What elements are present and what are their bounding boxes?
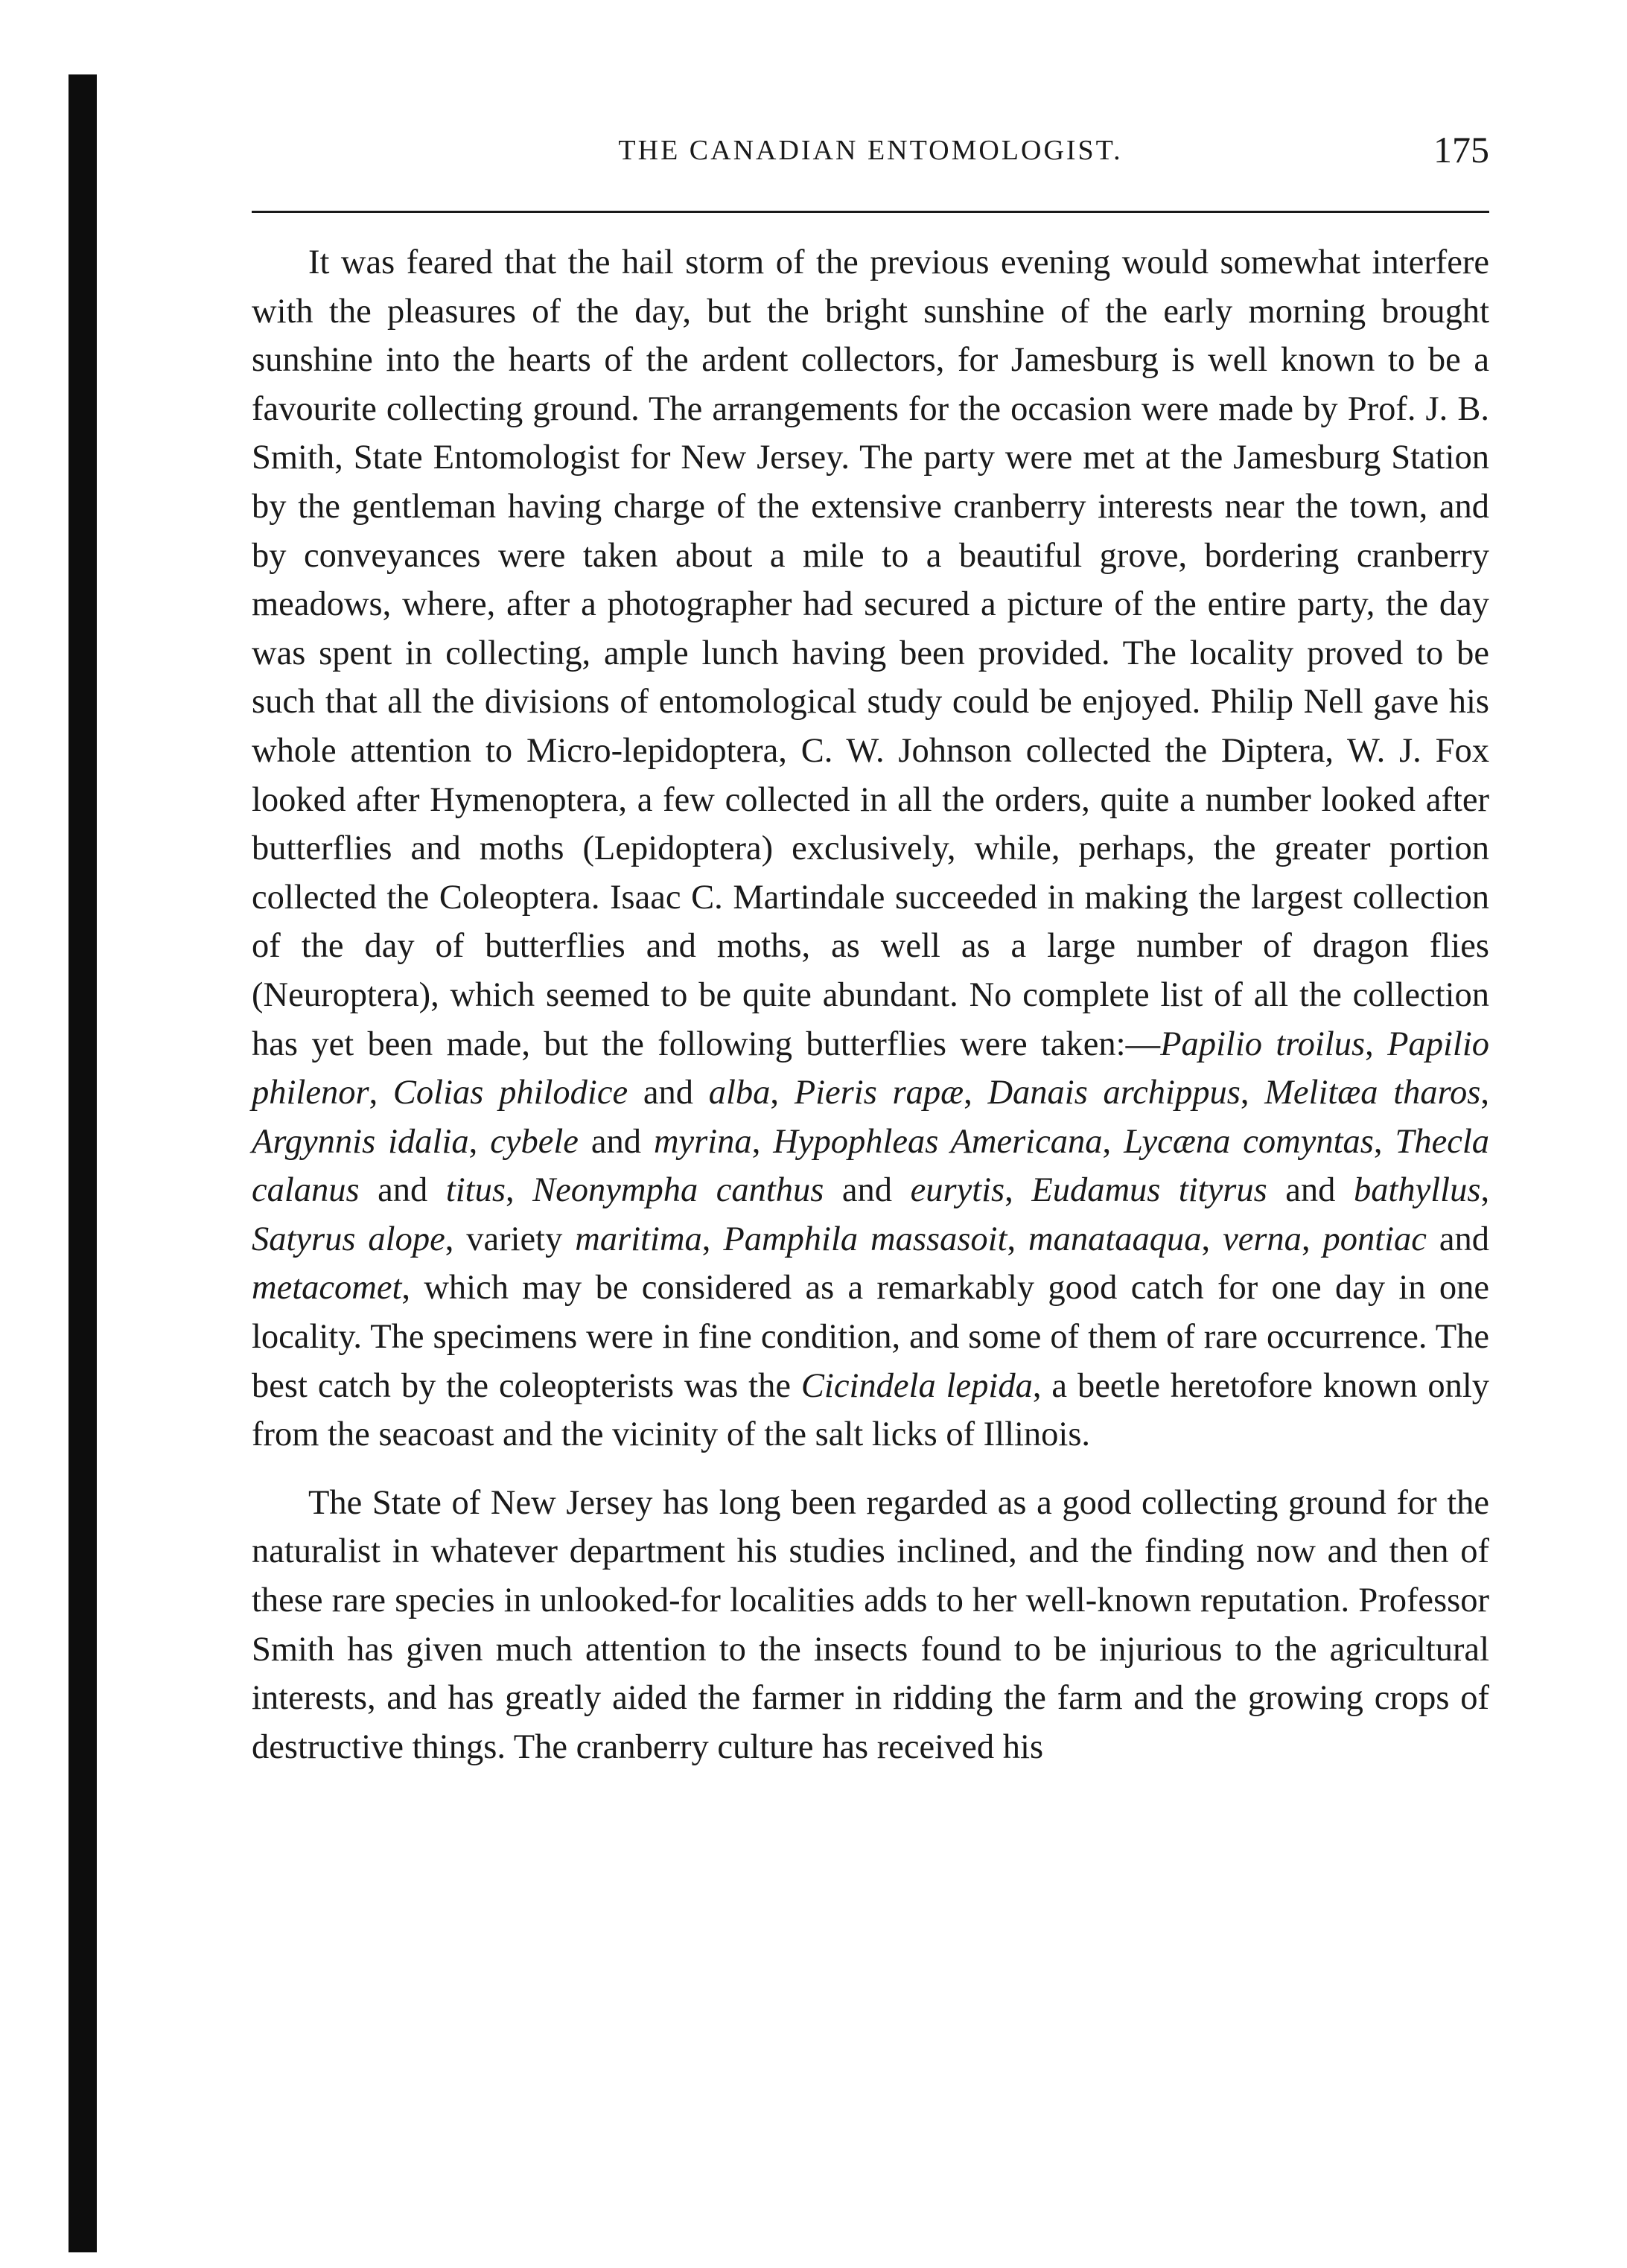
- text-run: ,: [505, 1171, 533, 1210]
- species-name: Papilio philenor: [252, 1025, 1489, 1112]
- species-name: Papilio troilus: [1160, 1025, 1366, 1063]
- article-body: [252, 238, 1489, 1771]
- species-name: alba: [708, 1074, 771, 1112]
- text-run: ,: [1365, 1025, 1388, 1063]
- paragraph-collecting-trip: [252, 238, 1489, 1459]
- running-header: [252, 129, 1489, 179]
- species-name: Danais archippus: [987, 1074, 1241, 1112]
- text-run: ,: [770, 1074, 795, 1112]
- species-name: titus: [445, 1171, 506, 1210]
- text-run: , variety: [445, 1220, 576, 1258]
- species-name: Hypophleas Americana: [773, 1122, 1103, 1161]
- text-run: and: [1426, 1220, 1489, 1258]
- species-name: Lycæna comyntas: [1124, 1122, 1374, 1161]
- paragraph-new-jersey: The State of New Jersey has long been regarded as a good collecting ground for the naturalist in whatever department his studies inclined, and the finding now and then of these rare species in unlooked-for localities adds to her well-known reputation. Professor Smith has given much attention to the insects found to be injurious to the agricultural interests, and has greatly aided the farmer in ridding the farm and the growing crops of destructive things. The cranberry culture has received his: [252, 1483, 1489, 1766]
- text-run: , a beetle heretofore known only from the seacoast and the vicinity of the salt licks of Illinois.: [252, 1366, 1490, 1454]
- species-name: Neonympha canthus: [532, 1171, 824, 1210]
- species-name: maritima: [575, 1220, 702, 1258]
- text-run: ,: [1301, 1220, 1323, 1258]
- species-name: Eudamus tityrus: [1031, 1171, 1267, 1210]
- text-run: and: [824, 1171, 911, 1210]
- species-name: metacomet: [252, 1269, 402, 1307]
- running-title: THE CANADIAN ENTOMOLOGIST.: [618, 135, 1123, 166]
- text-run: and: [359, 1171, 446, 1210]
- page-binding-shadow: [69, 74, 97, 2252]
- text-run: ,: [1102, 1122, 1124, 1161]
- text-run: It was feared that the hail storm of the previous evening would somewhat interfere with the pleasures of the day, but the bright sunshine of the early morning brought sunshine into the hearts of the ardent collectors, for Jamesburg is well known to be a favourite collecting ground. The arrangements for the occasion were made by Prof. J. B. Smith, State Entomologist for New Jersey. The party were met at the Jamesburg Station by the gentleman having charge of the extensive cranberry interests near the town, and by conveyances were taken about a mile to a beautiful grove, bordering cranberry meadows, where, after a photographer had secured a picture of the entire party, the day was spent in collecting, ample lunch having been provided. The locality proved to be such that all the divisions of entomological study could be enjoyed. Philip Nell gave his whole attention to Micro-lepidoptera, C. W. Johnson collected the Diptera, W. J. Fox looked after Hymenoptera, a few collected in all the orders, quite a number looked after butterflies and moths (Lepidoptera) exclusively, while, perhaps, the greater portion collected the Coleoptera. Isaac C. Martindale succeeded in making the largest collection of the day of butterflies and moths, as well as a large number of dragon flies (Neuroptera), which seemed to be quite abundant. No complete list of all the collection has yet been made, but the following butterflies were taken:—: [252, 243, 1489, 1063]
- page-number: 175: [1433, 129, 1489, 171]
- species-name: Argynnis idalia: [252, 1122, 469, 1161]
- species-name: cybele: [490, 1122, 579, 1161]
- text-run: ,: [1480, 1074, 1490, 1112]
- species-name: Pamphila massasoit: [723, 1220, 1007, 1258]
- text-run: ,: [1201, 1220, 1223, 1258]
- text-run: ,: [964, 1074, 988, 1112]
- species-name: Thecla calanus: [252, 1122, 1490, 1210]
- text-run: ,: [1480, 1171, 1490, 1210]
- text-run: ,: [751, 1122, 774, 1161]
- species-name: verna: [1223, 1220, 1302, 1258]
- text-run: , which may be considered as a remarkably good catch for one day in one locality. The specimens were in fine condition, and some of them of rare occurrence. The best catch by the coleopterists was the: [252, 1269, 1489, 1405]
- text-run: ,: [468, 1122, 491, 1161]
- text-run: ,: [701, 1220, 724, 1258]
- text-run: ,: [1004, 1171, 1032, 1210]
- text-run: and: [1267, 1171, 1354, 1210]
- text-run: ,: [1240, 1074, 1265, 1112]
- species-name: Colias philodice: [392, 1074, 628, 1112]
- species-name: Satyrus alope: [252, 1220, 445, 1258]
- species-name: Pieris rapæ: [794, 1074, 964, 1112]
- text-run: ,: [1373, 1122, 1395, 1161]
- text-run: ,: [1007, 1220, 1029, 1258]
- header-rule: [252, 211, 1489, 213]
- text-run: and: [628, 1074, 709, 1112]
- species-name: myrina: [653, 1122, 752, 1161]
- species-name: manataaqua: [1028, 1220, 1202, 1258]
- species-name: pontiac: [1322, 1220, 1427, 1258]
- species-name: Melitæa tharos: [1264, 1074, 1481, 1112]
- text-run: and: [578, 1122, 654, 1161]
- text-run: ,: [369, 1074, 393, 1112]
- species-name: eurytis: [910, 1171, 1005, 1210]
- species-name: bathyllus: [1353, 1171, 1481, 1210]
- species-name: Cicindela lepida: [800, 1366, 1033, 1405]
